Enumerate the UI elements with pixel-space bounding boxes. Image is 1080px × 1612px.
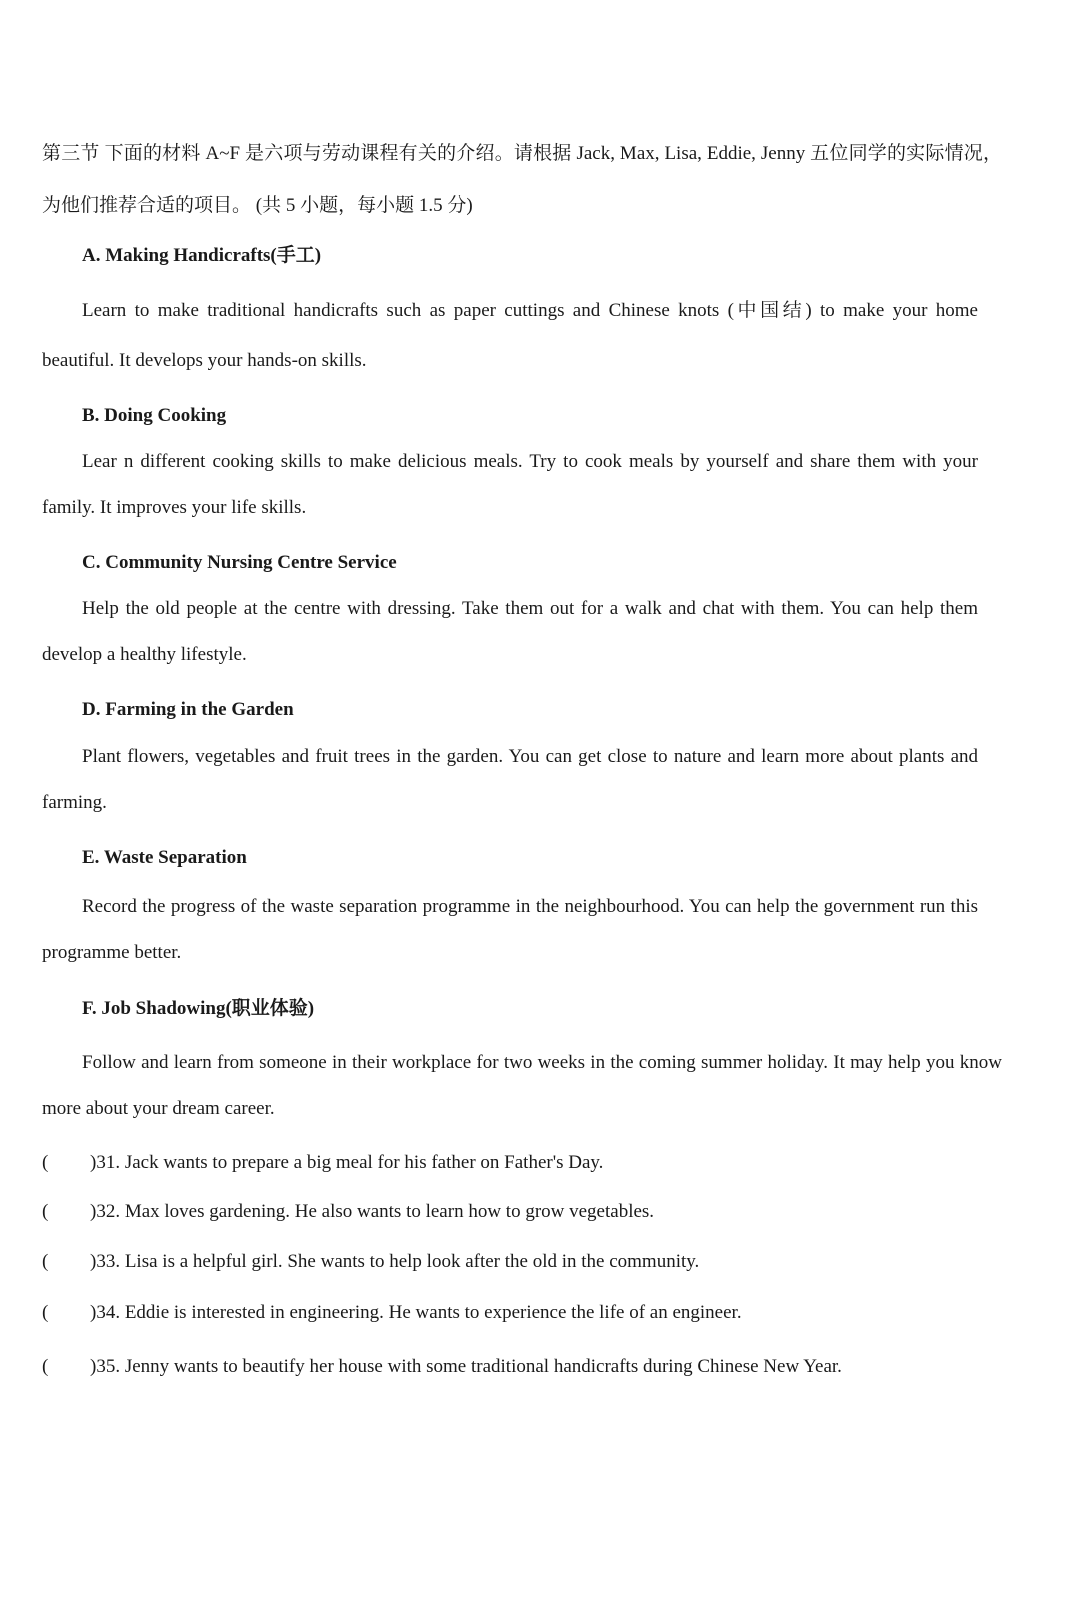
question-33 — [42, 1247, 1002, 1277]
answer-blank[interactable]: ( — [42, 1201, 49, 1222]
section-a-body: Learn to make traditional handicrafts such as paper cuttings and Chinese knots (中国结) to make your home beautiful. It develops your hands-on skills. — [42, 300, 978, 371]
answer-blank[interactable]: ( — [42, 1302, 49, 1323]
section-c-title: C. Community Nursing Centre Service — [82, 552, 397, 573]
question-31 — [42, 1148, 1002, 1178]
section-f-body: Follow and learn from someone in their workplace for two weeks in the coming summer holiday. It may help you know more about your dream career. — [42, 1052, 1002, 1119]
question-32 — [42, 1197, 1002, 1227]
question-35 — [42, 1352, 1002, 1382]
question-text: )32. Max loves gardening. He also wants to learn how to grow vegetables. — [90, 1201, 655, 1222]
question-text: )35. Jenny wants to beautify her house with some traditional handicrafts during Chinese New Year. — [90, 1356, 842, 1377]
section-d-title: D. Farming in the Garden — [82, 699, 294, 720]
section-b-body: Lear n different cooking skills to make delicious meals. Try to cook meals by yourself and share them with your family. It improves your life skills. — [42, 451, 978, 518]
question-34 — [42, 1298, 1002, 1328]
question-text: )33. Lisa is a helpful girl. She wants to help look after the old in the community. — [90, 1251, 700, 1272]
answer-blank[interactable]: ( — [42, 1356, 49, 1377]
section-d-body: Plant flowers, vegetables and fruit trees in the garden. You can get close to nature and learn more about plants and farming. — [42, 746, 978, 813]
section-e-title: E. Waste Separation — [82, 847, 247, 868]
question-text: )31. Jack wants to prepare a big meal for his father on Father's Day. — [90, 1152, 604, 1173]
section-a-title: A. Making Handicrafts(手工) — [82, 245, 322, 266]
section-b-title: B. Doing Cooking — [82, 405, 227, 426]
answer-blank[interactable]: ( — [42, 1251, 49, 1272]
section-e-body: Record the progress of the waste separation programme in the neighbourhood. You can help the government run this programme better. — [42, 896, 978, 963]
section-f-title: F. Job Shadowing(职业体验) — [82, 998, 315, 1019]
answer-blank[interactable]: ( — [42, 1152, 49, 1173]
question-text: )34. Eddie is interested in engineering. He wants to experience the life of an engineer. — [90, 1302, 742, 1323]
section-c-body: Help the old people at the centre with dressing. Take them out for a walk and chat with them. You can help them develop a healthy lifestyle. — [42, 598, 978, 665]
section-instructions: 第三节 下面的材料 A~F 是六项与劳动课程有关的介绍。请根据 Jack, Max, Lisa, Eddie, Jenny 五位同学的实际情况，为他们推荐合适的项目。 (共 5 小题，每小题 1.5 分) — [42, 143, 1002, 216]
